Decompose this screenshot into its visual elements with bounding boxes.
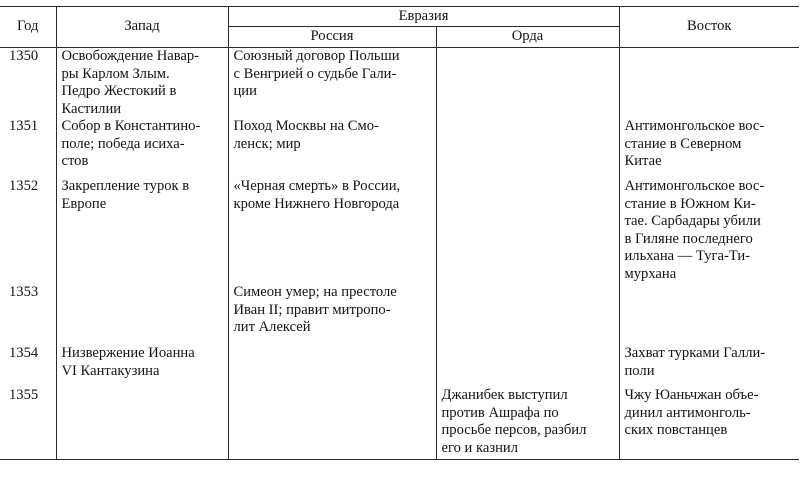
year-cell: 1355 (0, 387, 56, 459)
russia-cell: Поход Москвы на Смо- ленск; мир (228, 118, 436, 178)
horde-cell (436, 284, 619, 345)
east-cell: Захват турками Галли- поли (619, 345, 799, 387)
east-cell (619, 284, 799, 345)
east-cell: Антимонгольское вос- стание в Северном Китае (619, 118, 799, 178)
west-cell (56, 284, 228, 345)
horde-cell (436, 48, 619, 119)
table-row (0, 387, 799, 459)
year-cell: 1354 (0, 345, 56, 387)
header-east: Восток (619, 7, 799, 48)
horde-cell: Джанибек выступил против Ашрафа по просьбе персов, разбил его и казнил (436, 387, 619, 459)
table-header (0, 7, 799, 48)
horde-cell (436, 178, 619, 284)
chronology-table (0, 6, 799, 460)
year-cell: 1351 (0, 118, 56, 178)
west-cell: Освобождение Навар- ры Карлом Злым. Педро Жестокий в Кастилии (56, 48, 228, 119)
east-cell (619, 48, 799, 119)
horde-cell (436, 118, 619, 178)
west-cell: Собор в Константино- поле; победа исиха- стов (56, 118, 228, 178)
table-body (0, 48, 799, 460)
year-cell: 1353 (0, 284, 56, 345)
russia-cell: Симеон умер; на престоле Иван II; правит митропо- лит Алексей (228, 284, 436, 345)
header-horde: Орда (436, 27, 619, 48)
table-row (0, 284, 799, 345)
west-cell (56, 387, 228, 459)
table-row (0, 118, 799, 178)
table-row (0, 48, 799, 119)
header-russia: Россия (228, 27, 436, 48)
west-cell: Низвержение Иоанна VI Кантакузина (56, 345, 228, 387)
russia-cell (228, 345, 436, 387)
russia-cell (228, 387, 436, 459)
table-row (0, 345, 799, 387)
russia-cell: «Черная смерть» в России, кроме Нижнего Новгорода (228, 178, 436, 284)
header-eurasia: Евразия (228, 7, 619, 27)
west-cell: Закрепление турок в Европе (56, 178, 228, 284)
east-cell: Чжу Юаньчжан объе- динил антимонголь- ских повстанцев (619, 387, 799, 459)
header-west: Запад (56, 7, 228, 48)
horde-cell (436, 345, 619, 387)
table-row (0, 178, 799, 284)
year-cell: 1352 (0, 178, 56, 284)
header-year: Год (0, 7, 56, 48)
year-cell: 1350 (0, 48, 56, 119)
east-cell: Антимонгольское вос- стание в Южном Ки- тае. Сарбадары убили в Гиляне последнего ильхана — Туга-Ти- мурхана (619, 178, 799, 284)
russia-cell: Союзный договор Польши с Венгрией о судьбе Гали- ции (228, 48, 436, 119)
